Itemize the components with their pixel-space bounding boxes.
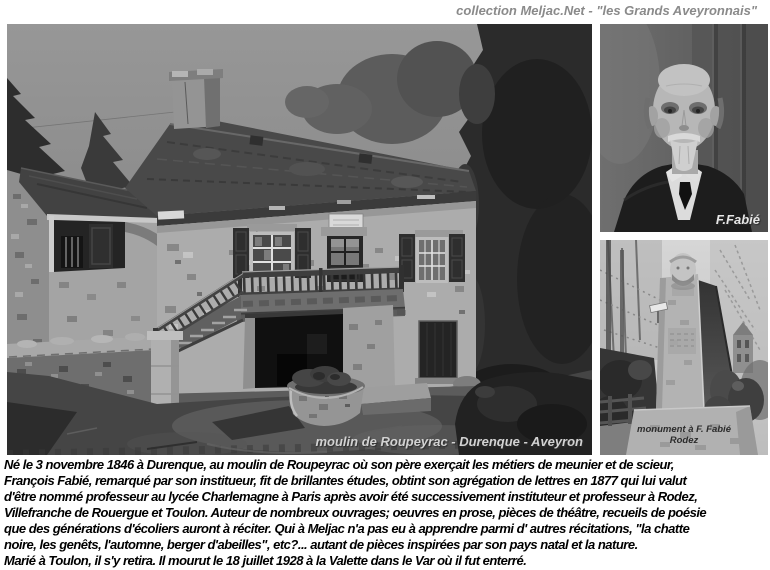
chimney <box>169 69 223 129</box>
bio-line: Marié à Toulon, il s'y retira. Il mourut le 18 juillet 1928 à la Valette dans le Var où il fut enterré. <box>4 553 527 568</box>
monument-caption-line1: monument à F. Fabié <box>637 424 731 435</box>
collection-credit: collection Meljac.Net - "les Grands Aveyronnais" <box>456 3 757 18</box>
mill-photo-art <box>7 24 592 455</box>
portrait-photo <box>600 24 768 232</box>
bio-line: noire, les genêts, l'automne, berger d'abeilles", etc?... autant de pièces inspirées par son pays natal et la nature. <box>4 537 638 552</box>
portrait-caption: F.Fabié <box>715 212 760 227</box>
monument-caption-line2: Rodez <box>669 435 699 446</box>
mill-photo <box>7 24 592 455</box>
bio-line: que des générations d'écoliers auront à réciter. Qui à Meljac n'a pas eu à apprendre parmi d' autres récitations, "la chatte <box>4 521 690 536</box>
portrait-art <box>600 24 768 232</box>
right-window <box>399 230 465 283</box>
roof-skylight <box>249 135 263 146</box>
roof-skylight <box>358 153 372 164</box>
monument-bust <box>670 253 696 296</box>
monument-caption <box>600 424 768 446</box>
mill-photo-caption: moulin de Roupeyrac - Durenque - Aveyron <box>315 434 583 449</box>
monument-photo <box>600 240 768 455</box>
bio-line: Villefranche de Rouergue et Toulon. Auteur de nombreux ouvrages; oeuvres en prose, pièces de théâtre, recueils de poésie <box>4 505 707 520</box>
monument-art <box>600 240 768 455</box>
bio-line: d'être nommé professeur au lycée Charlemagne à Paris après avoir été successivement instituteur et professeur à Rodez, <box>4 489 698 504</box>
stone-basin <box>357 383 431 415</box>
bio-line: François Fabié, remarqué par son institueur, fit de brillantes études, obtint son agrégation de lettres en 1877 qui lui valut <box>4 473 687 488</box>
biography-text <box>4 457 770 569</box>
bio-line: Né le 3 novembre 1846 à Durenque, au moulin de Roupeyrac où son père exerçait les métiers de meunier et de scieur, <box>4 457 674 472</box>
